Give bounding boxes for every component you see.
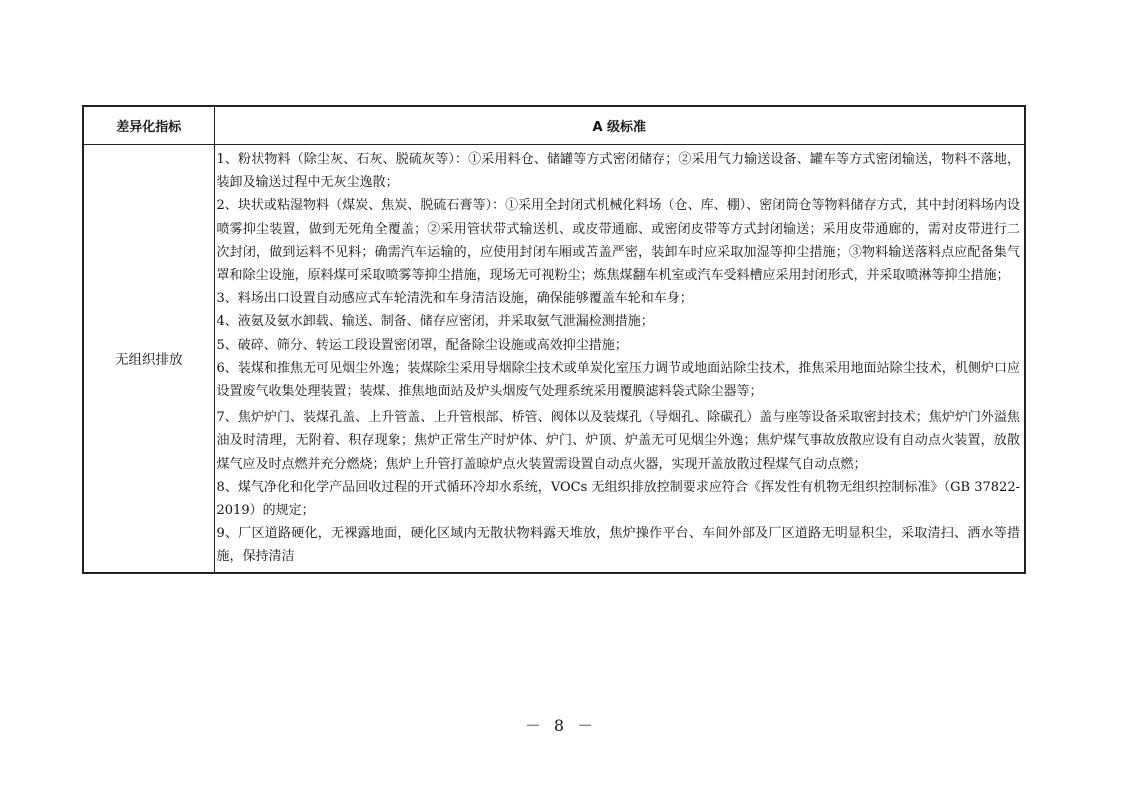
list-item-4: 4、液氨及氨水卸载、输送、制备、储存应密闭，并采取氨气泄漏检测措施；	[216, 314, 654, 330]
list-item-8: 8、煤气净化和化学产品回收过程的开式循环冷却水系统，VOCs 无组织排放控制要求应符合《挥发性有机物无组织控制标准》（GB 37822-2019）的规定；	[216, 479, 1020, 519]
list-item-3: 3、料场出口设置自动感应式车轮清洗和车身清洁设施，确保能够覆盖车轮和车身；	[216, 291, 693, 307]
list-item-1: 1、粉状物料（除尘灰、石灰、脱硫灰等）：①采用料仓、储罐等方式密闭储存；②采用气力输送设备、罐车等方式密闭输送，物料不落地，装卸及输送过程中无灰尘逸散；	[216, 152, 1020, 191]
list-item-7: 7、焦炉炉门、装煤孔盖、上升管盖、上升管根部、桥管、阀体以及装煤孔（导烟孔、除碳孔）盖与座等设备采取密封技术；焦炉炉门外溢焦油及时清理，无附着、积存现象；焦炉正常生产时炉体、炉门、炉顶、炉盖无可见烟尘外逸；焦炉煤气事故放散应设有自动点火装置，放散煤气应及时点燃并充分燃烧；焦炉上升管打盖晾炉点火装置需设置自动点火器，实现开盖放散过程煤气自动点燃；	[216, 410, 1020, 472]
list-item-6: 6、装煤和推焦无可见烟尘外逸；装煤除尘采用导烟除尘技术或单炭化室压力调节或地面站除尘技术，推焦采用地面站除尘技术，机侧炉口应设置废气收集处理装置；装煤、推焦地面站及炉头烟废气处理系统采用覆膜滤料袋式除尘器等；	[216, 360, 1020, 400]
row-label: 无组织排放	[83, 145, 214, 573]
list-item-5: 5、破碎、筛分、转运工段设置密闭罩，配备除尘设施或高效抑尘措施；	[216, 337, 628, 353]
header-indicator: 差异化指标	[83, 106, 214, 145]
list-item-2: 2、块状或粘湿物料（煤炭、焦炭、脱硫石膏等）：①采用全封闭式机械化料场（仓、库、棚）、密闭筒仓等物料储存方式，其中封闭料场内设喷雾抑尘装置，做到无死角全覆盖；②采用管状带式输送机、或皮带通廊、或密闭皮带等方式封闭输送；采用皮带通廊的，需对皮带进行二次封闭，做到运料不见料；确需汽车运输的，应使用封闭车厢或苫盖严密，装卸车时应采取加湿等抑尘措施；③物料输送落料点应配备集气罩和除尘设施，原料煤可采取喷雾等抑尘措施，现场无可视粉尘；炼焦煤翻车机室或汽车受料槽应采用封闭形式，并采取喷淋等抑尘措施；	[216, 198, 1020, 284]
table-header-row	[83, 106, 1025, 145]
row-content	[214, 145, 1025, 573]
list-item-9: 9、厂区道路硬化，无裸露地面，硬化区域内无散状物料露天堆放，焦炉操作平台、车间外部及厂区道路无明显积尘，采取清扫、洒水等措施，保持清洁	[216, 526, 1020, 565]
standards-table	[82, 105, 1026, 574]
page-number: － 8 －	[524, 716, 598, 735]
header-grade-a-standard: A 级标准	[214, 106, 1025, 145]
table-row	[83, 145, 1025, 573]
